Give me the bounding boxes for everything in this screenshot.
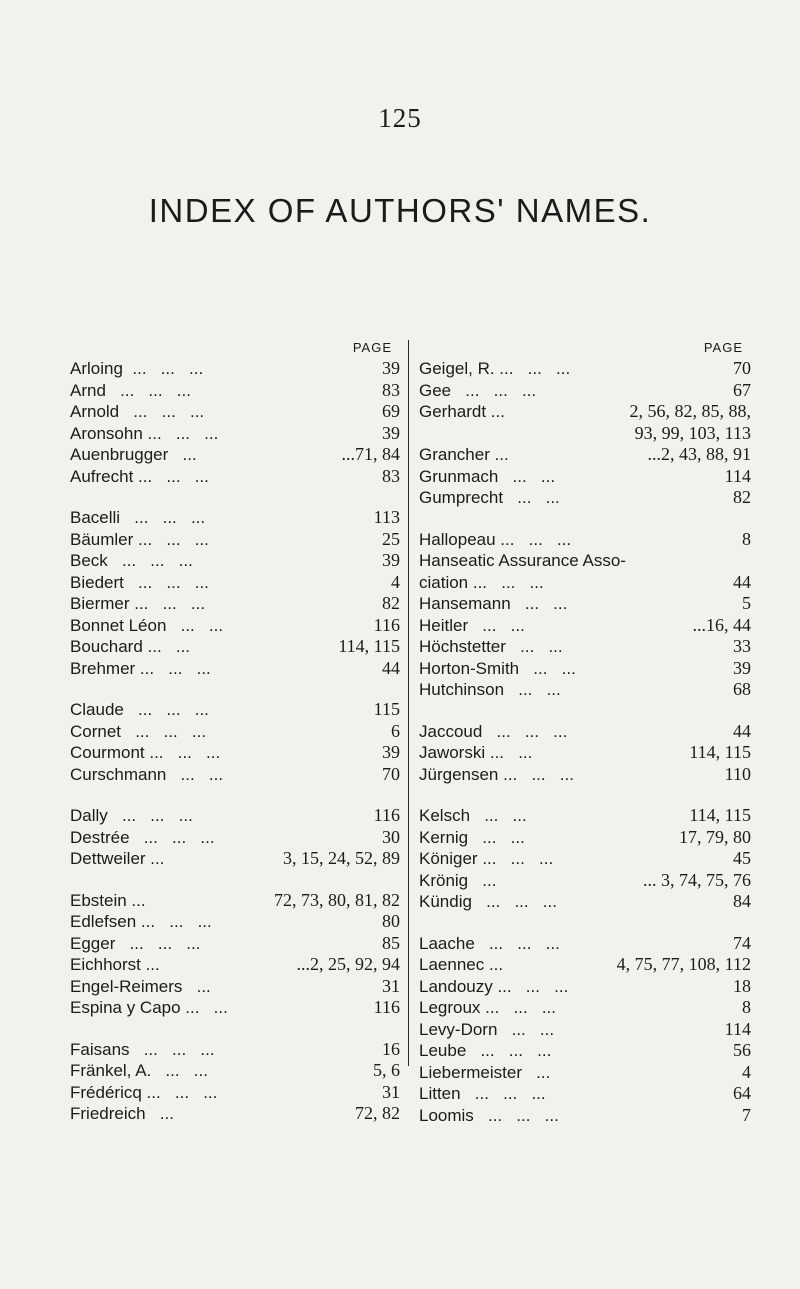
author-name: Friedreich (70, 1104, 146, 1123)
page-references: ...2, 43, 88, 91 (647, 444, 751, 464)
leader-dots: ... ... (151, 1061, 208, 1080)
index-entry (70, 615, 400, 637)
author-name: Arloing (70, 359, 123, 378)
page-references: 74 (728, 932, 751, 953)
page-references: 114, 115 (338, 636, 400, 656)
leader-dots: ... (468, 870, 497, 890)
page-references: 116 (369, 805, 400, 825)
author-name: Laache (419, 933, 475, 953)
leader-dots: ... ... (154, 658, 211, 678)
author-name: Bonnet Léon (70, 615, 167, 635)
index-entry (70, 380, 400, 402)
index-entry (70, 507, 400, 529)
index-entry (70, 358, 400, 380)
page-references: 18 (728, 975, 751, 996)
index-entry (70, 466, 400, 488)
page-references: 4 (737, 1061, 751, 1082)
page-references: 39 (377, 742, 400, 762)
leader-dots: ... ... (161, 423, 219, 443)
author-name: Dettweiler ... (70, 849, 165, 868)
leader-dots: ... ... ... (473, 1105, 559, 1125)
right-index-column (419, 338, 751, 1126)
page-references: 25 (377, 528, 400, 549)
leader-dots: ... ... ... (115, 933, 201, 953)
index-entry (419, 954, 751, 976)
leader-dots: ... (161, 637, 191, 656)
author-name: Levy-Dorn (419, 1019, 498, 1039)
author-name: Curschmann (70, 764, 167, 784)
page-references: 39 (377, 358, 400, 378)
index-group-gap (419, 509, 751, 529)
leader-dots: ... ... ... (451, 380, 537, 400)
index-entry (70, 1082, 400, 1104)
author-name: Aronsohn ... (70, 423, 162, 443)
author-name: Arnold (70, 402, 120, 421)
author-name: Beck (70, 551, 108, 570)
author-name: Loomis (419, 1105, 474, 1125)
page-references: 44 (377, 657, 400, 678)
page-references: 69 (377, 401, 400, 421)
page-references: 110 (720, 763, 751, 784)
leader-dots: ... ... ... (121, 721, 207, 741)
author-name: ciation ... (419, 572, 488, 592)
index-entry (70, 423, 400, 445)
leader-dots: ... ... (152, 529, 209, 549)
index-entry (419, 976, 751, 998)
author-name: Laennec ... (419, 955, 504, 974)
page-references: 64 (728, 1083, 751, 1103)
leader-dots: ... ... (511, 976, 569, 996)
author-name: Kündig (419, 892, 472, 911)
leader-dots: ... ... (160, 1082, 218, 1102)
author-name: Gumprecht (419, 488, 504, 507)
index-entry (419, 1083, 751, 1105)
leader-dots: ... ... ... (482, 721, 568, 741)
page-references: 68 (728, 679, 751, 699)
leader-dots: ... ... (496, 849, 554, 868)
author-name: Liebermeister (419, 1062, 522, 1082)
index-entry (419, 444, 751, 466)
leader-dots (146, 890, 274, 912)
page-references: 31 (377, 975, 400, 996)
leader-dots: ... ... ... (122, 359, 204, 378)
page-references: 6 (386, 720, 400, 741)
leader-dots: ... ... (510, 594, 568, 613)
leader-dots: ... ... (503, 488, 560, 507)
author-name: Fränkel, A. (70, 1061, 152, 1080)
page-references: 114, 115 (689, 805, 751, 825)
page-references: 115 (369, 699, 400, 719)
index-entry (419, 721, 751, 743)
leader-dots: ... ... (163, 743, 221, 762)
index-entry (70, 805, 400, 827)
page-references: 5, 6 (368, 1060, 400, 1080)
leader-dots (626, 550, 751, 572)
page-references: 82 (728, 487, 751, 507)
leader-dots: ... ... ... (474, 933, 560, 953)
leader-dots: ... ... (470, 806, 527, 825)
page-references: 114 (720, 465, 751, 486)
leader-dots: ... ... ... (119, 402, 205, 421)
index-entry (419, 487, 751, 509)
index-entry (419, 529, 751, 551)
left-index-rows (70, 358, 400, 1125)
index-entry (419, 1019, 751, 1041)
leader-dots: ... ... (148, 594, 206, 613)
leader-dots: ... (522, 1062, 551, 1082)
index-entry (70, 764, 400, 786)
leader-dots: ... ... ... (129, 1039, 215, 1059)
leader-dots: ... (504, 743, 533, 762)
leader-dots: ... ... (499, 998, 557, 1017)
leader-dots: ... (168, 445, 197, 464)
author-name: Bacelli (70, 508, 121, 527)
page-references: 17, 79, 80 (674, 826, 751, 847)
author-name: Aufrecht ... (70, 466, 153, 486)
author-name: Legroux ... (419, 998, 500, 1017)
index-entry (70, 997, 400, 1019)
page-references: 7 (737, 1104, 751, 1125)
index-entry (70, 890, 400, 912)
leader-dots: ... ... ... (129, 827, 215, 847)
leader-dots: ... (145, 1104, 174, 1123)
index-entry (419, 423, 751, 445)
page-references: 83 (377, 379, 400, 400)
author-name: Heitler (419, 615, 469, 635)
page-references: 84 (728, 891, 751, 911)
index-entry (70, 1103, 400, 1125)
leader-dots (160, 954, 297, 976)
index-entry (70, 827, 400, 849)
page-references: 56 (728, 1040, 751, 1060)
author-name: Hallopeau ... (419, 529, 515, 549)
page-references: ...16, 44 (692, 614, 751, 635)
index-entry (419, 848, 751, 870)
right-index-rows (419, 358, 751, 1126)
left-page-header: PAGE (352, 340, 392, 355)
author-name: Dally (70, 806, 108, 825)
leader-dots: ... ... ... (120, 508, 206, 527)
page-references: 31 (377, 1081, 400, 1102)
leader-dots: ... ... ... (123, 572, 209, 592)
leader-dots: ... ... (513, 359, 571, 378)
column-divider (408, 340, 409, 1066)
author-name: Krönig (419, 870, 469, 890)
author-name: Edlefsen ... (70, 912, 156, 931)
author-name: Brehmer ... (70, 658, 155, 678)
right-page-header: PAGE (703, 340, 743, 355)
index-entry (419, 358, 751, 380)
page-references: ...71, 84 (341, 444, 400, 464)
leader-dots: ... ... (519, 658, 576, 678)
index-entry (419, 764, 751, 786)
page-references: 39 (377, 550, 400, 570)
author-name: Kernig (419, 827, 469, 847)
author-name: Arnd (70, 380, 106, 400)
page-references: 3, 15, 24, 52, 89 (283, 848, 400, 868)
leader-dots: ... ... (487, 572, 544, 592)
page-references: 16 (377, 1038, 400, 1059)
leader-dots: ... ... (505, 637, 563, 656)
index-entry (419, 550, 751, 572)
leader-dots (505, 401, 630, 423)
author-name: Cornet (70, 721, 122, 741)
page-references: 8 (737, 997, 751, 1017)
page-references: 39 (377, 422, 400, 443)
leader-dots (509, 444, 648, 466)
author-name: Jaworski ... (419, 743, 505, 762)
author-name: Gee (419, 380, 452, 400)
page-references: 80 (377, 911, 400, 931)
author-name: Bäumler ... (70, 529, 153, 549)
page-references: 8 (737, 528, 751, 549)
leader-dots: ... (182, 976, 211, 996)
author-name: Leube (419, 1041, 467, 1060)
page-references: 85 (377, 932, 400, 953)
author-name: Frédéricq ... (70, 1082, 161, 1102)
index-entry (70, 848, 400, 870)
index-group-gap (70, 1019, 400, 1039)
leader-dots: ... ... (152, 466, 209, 486)
index-entry (419, 593, 751, 615)
leader-dots: ... ... (504, 680, 561, 699)
index-entry (419, 679, 751, 701)
leader-dots: ... ... ... (107, 806, 193, 825)
author-name: Königer ... (419, 849, 497, 868)
page-references: 44 (728, 720, 751, 741)
page-title: INDEX OF AUTHORS' NAMES. (148, 192, 652, 229)
author-name: Faisans (70, 1039, 130, 1059)
index-group-gap (70, 785, 400, 805)
index-group-gap (70, 679, 400, 699)
page-references: 30 (377, 826, 400, 847)
leader-dots: ... ... (514, 529, 572, 549)
leader-dots: ... ... ... (123, 700, 209, 719)
index-entry (70, 1060, 400, 1082)
leader-dots (503, 954, 617, 976)
index-entry (70, 572, 400, 594)
page-references: 116 (369, 614, 400, 635)
index-entry (70, 529, 400, 551)
author-name: Hansemann (419, 594, 511, 613)
author-name: Landouzy ... (419, 976, 512, 996)
page-references: 116 (369, 997, 400, 1017)
leader-dots: ... ... ... (105, 380, 191, 400)
leader-dots: ... ... ... (466, 1041, 552, 1060)
author-name: Egger (70, 933, 116, 953)
index-entry (419, 742, 751, 764)
page-references: 93, 99, 103, 113 (634, 422, 751, 443)
index-entry (419, 636, 751, 658)
index-entry (419, 615, 751, 637)
author-name: Auenbrugger (70, 445, 169, 464)
page-references: 70 (728, 358, 751, 378)
index-entry (70, 976, 400, 998)
page-references: 72, 73, 80, 81, 82 (274, 889, 400, 910)
page-references: 114, 115 (689, 742, 751, 762)
left-index-column (70, 338, 400, 1125)
page-references: 4, 75, 77, 108, 112 (616, 954, 751, 974)
page-references: ... 3, 74, 75, 76 (643, 869, 751, 890)
leader-dots: ... ... ... (460, 1084, 546, 1103)
index-entry (70, 699, 400, 721)
page-references: 2, 56, 82, 85, 88, (629, 401, 751, 421)
leader-dots: ... ... (497, 1019, 555, 1039)
leader-dots: ... ... (166, 764, 224, 784)
author-name: Jürgensen ... (419, 764, 518, 784)
author-name: Litten (419, 1084, 461, 1103)
index-entry (419, 658, 751, 680)
page-references: 72, 82 (355, 1103, 400, 1123)
page-references: 82 (377, 593, 400, 613)
author-name: Horton-Smith (419, 658, 520, 678)
index-entry (419, 997, 751, 1019)
index-entry (70, 933, 400, 955)
index-entry (70, 636, 400, 658)
page-references: 5 (737, 593, 751, 613)
page-references: 33 (728, 636, 751, 656)
leader-dots: ... (199, 998, 228, 1017)
page-references: 83 (377, 465, 400, 486)
index-entry (419, 891, 751, 913)
index-entry (70, 721, 400, 743)
index-entry (70, 444, 400, 466)
author-name: Courmont ... (70, 743, 164, 762)
index-entry (419, 805, 751, 827)
page-number: 125 (378, 103, 422, 133)
index-group-gap (419, 701, 751, 721)
author-name: Hanseatic Assurance Asso- (419, 551, 626, 570)
author-name: Engel-Reimers (70, 976, 183, 996)
index-entry (70, 911, 400, 933)
author-name: Höchstetter (419, 637, 506, 656)
author-name: Kelsch (419, 806, 471, 825)
index-entry (70, 742, 400, 764)
page-references: ...2, 25, 92, 94 (296, 954, 400, 974)
author-name: Grancher ... (419, 445, 509, 464)
page-references: 114 (720, 1018, 751, 1039)
leader-dots: ... ... (166, 615, 224, 635)
index-entry (70, 401, 400, 423)
index-entry (70, 550, 400, 572)
leader-dots: ... ... ... (471, 892, 557, 911)
leader-dots: ... ... (155, 912, 212, 931)
index-entry (419, 1105, 751, 1127)
index-entry (70, 593, 400, 615)
index-entry (419, 380, 751, 402)
author-name: Gerhardt ... (419, 402, 505, 421)
index-entry (419, 572, 751, 594)
index-entry (70, 1039, 400, 1061)
leader-dots: ... ... (468, 615, 525, 635)
index-group-gap (70, 870, 400, 890)
author-name: Biermer ... (70, 594, 149, 613)
index-entry (419, 466, 751, 488)
page-references: 39 (728, 657, 751, 678)
author-name: Ebstein ... (70, 890, 146, 910)
index-entry (419, 1062, 751, 1084)
leader-dots: ... ... ... (107, 551, 193, 570)
index-entry (419, 870, 751, 892)
index-group-gap (419, 785, 751, 805)
page-references: 45 (728, 848, 751, 868)
index-entry (70, 954, 400, 976)
index-group-gap (419, 913, 751, 933)
index-entry (419, 1040, 751, 1062)
leader-dots: ... ... (517, 764, 574, 784)
page-references: 67 (728, 379, 751, 400)
author-name: Bouchard ... (70, 637, 162, 656)
leader-dots: ... ... (468, 827, 525, 847)
index-entry (419, 827, 751, 849)
author-name: Jaccoud (419, 721, 483, 741)
author-name: Hutchinson (419, 680, 505, 699)
author-name: Destrée (70, 827, 130, 847)
author-name: Grunmach (419, 466, 499, 486)
index-entry (419, 933, 751, 955)
author-name: Eichhorst ... (70, 955, 160, 974)
leader-dots (164, 848, 283, 870)
author-name: Espina y Capo ... (70, 998, 200, 1017)
page-references: 44 (728, 571, 751, 592)
author-name: Claude (70, 700, 124, 719)
page-references: 113 (369, 507, 400, 527)
author-name: Biedert (70, 572, 124, 592)
index-group-gap (70, 487, 400, 507)
page-references: 70 (377, 763, 400, 784)
leader-dots: ... ... (498, 466, 556, 486)
page-references: 4 (386, 571, 400, 592)
author-name: Geigel, R. ... (419, 359, 514, 378)
index-entry (419, 401, 751, 423)
index-entry (70, 658, 400, 680)
